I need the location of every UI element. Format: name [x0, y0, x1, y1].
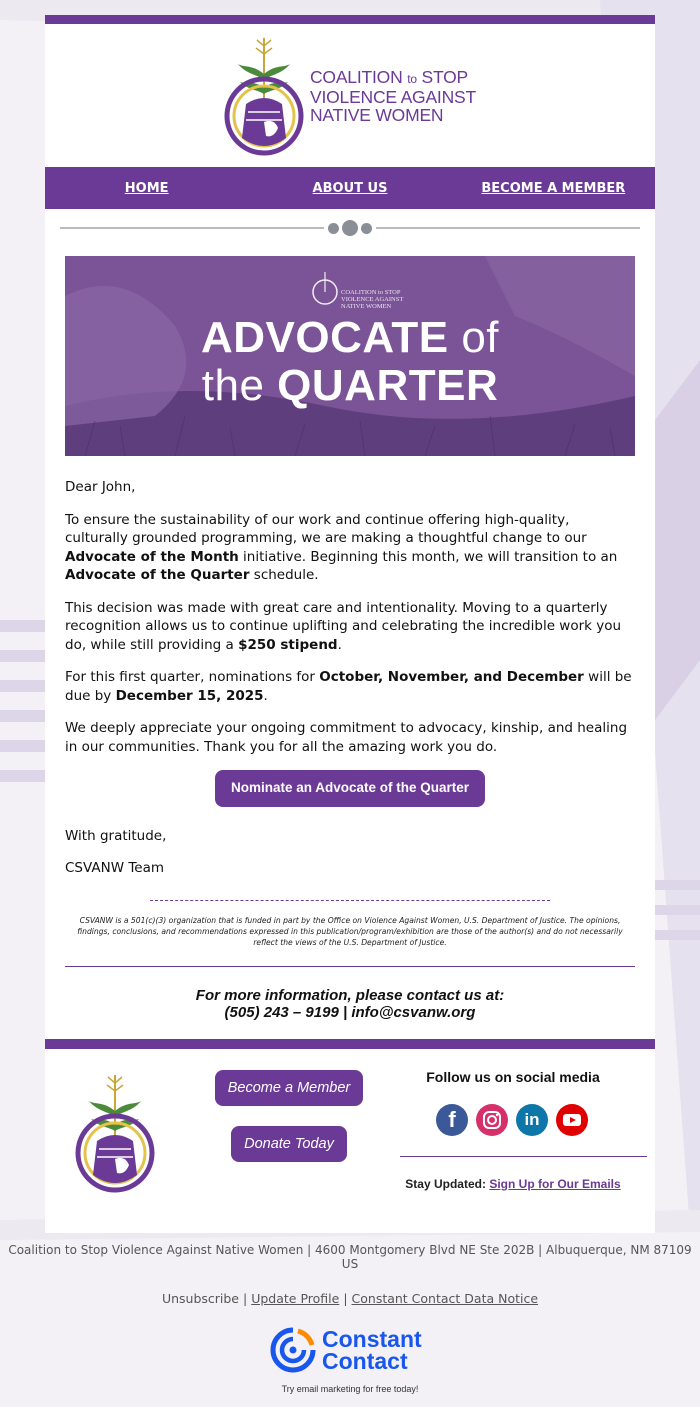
- greeting: Dear John,: [65, 479, 136, 495]
- contact-line2[interactable]: (505) 243 – 9199 | info@csvanw.org: [224, 1003, 476, 1021]
- footer-divider: [400, 1156, 647, 1157]
- become-member-button[interactable]: Become a Member: [215, 1070, 363, 1106]
- dots-divider: [45, 209, 655, 245]
- paragraph-1: To ensure the sustainability of our work and continue offering high-quality, culturally grounded programming, we are making a thoughtful change to our Advocate of the Month initiative. Beginning this month, we will transition to an Advocate of the Quarter schedule.: [65, 511, 618, 583]
- mailing-address: Coalition to Stop Violence Against Native Women | 4600 Montgomery Blvd NE Ste 202B | Albuquerque, NM 87109 US: [8, 1243, 692, 1271]
- closing: With gratitude,: [65, 827, 167, 844]
- follow-heading: Follow us on social media: [426, 1068, 600, 1085]
- footer-links: Unsubscribe | Update Profile | Constant Contact Data Notice: [161, 1291, 539, 1306]
- update-profile-link[interactable]: Update Profile: [251, 1291, 340, 1306]
- paragraph-4: We deeply appreciate your ongoing commitment to advocacy, kinship, and healing in our communities. Thank you for all the amazing work you do.: [65, 720, 628, 755]
- logo-line1-stop: STOP: [421, 66, 468, 87]
- nav-about-link[interactable]: ABOUT US: [312, 180, 388, 196]
- cc-name2: Contact: [322, 1348, 408, 1374]
- contact-line1: For more information, please contact us at:: [195, 986, 505, 1004]
- logo-line1-to: to: [407, 71, 417, 86]
- nav-bar: [45, 167, 655, 209]
- facebook-icon[interactable]: f: [436, 1104, 468, 1136]
- top-bar: [45, 15, 655, 24]
- paragraph-2: This decision was made with great care and intentionality. Moving to a quarterly recognition allows us to continue uplifting and celebrating the incredible work you do, while still providing a $250 stipend.: [65, 599, 622, 653]
- banner-logo-text: COALITION to STOP VIOLENCE AGAINST NATIVE WOMEN: [341, 289, 404, 310]
- csvanw-logo-icon: [224, 34, 304, 158]
- banner-title-line2: the QUARTER: [201, 361, 499, 410]
- nominate-button[interactable]: Nominate an Advocate of the Quarter: [215, 770, 485, 807]
- footer-logo-icon[interactable]: [75, 1071, 155, 1195]
- logo-line2: VIOLENCE AGAINST: [309, 86, 476, 107]
- solid-divider: [65, 966, 635, 967]
- data-notice-link[interactable]: Constant Contact Data Notice: [351, 1291, 539, 1306]
- constant-contact-icon: [270, 1327, 316, 1373]
- stay-updated: Stay Updated: Sign Up for Our Emails: [405, 1176, 621, 1191]
- instagram-icon[interactable]: [476, 1104, 508, 1136]
- funding-disclaimer: CSVANW is a 501(c)(3) organization that is funded in part by the Office on Violence Against Women, U.S. Department of Justice. The opinions, findings, conclusions, and recommendations expressed in this publication/program/exhibition are those of the author(s) and do not necessarily reflect the views of the U.S. Department of Justice.: [77, 915, 623, 947]
- donate-button[interactable]: Donate Today: [231, 1126, 347, 1162]
- signup-link[interactable]: Sign Up for Our Emails: [489, 1176, 621, 1191]
- email-container: [45, 15, 655, 1233]
- advocate-banner-image: [65, 256, 635, 456]
- unsubscribe-link[interactable]: Unsubscribe: [161, 1291, 240, 1306]
- cc-name1: Constant: [322, 1326, 422, 1352]
- banner-title-line1: ADVOCATE of: [200, 313, 500, 362]
- logo-wordmark: [310, 68, 476, 124]
- footer-bar: [45, 1039, 655, 1049]
- logo-line3: NATIVE WOMEN: [309, 104, 444, 125]
- cc-tagline[interactable]: Try email marketing for free today!: [281, 1384, 419, 1394]
- contact-info: [45, 987, 655, 1021]
- nav-home-link[interactable]: HOME: [124, 180, 169, 196]
- logo-line1: COALITION: [309, 66, 403, 87]
- paragraph-3: For this first quarter, nominations for October, November, and December will be due by December 15, 2025.: [65, 669, 632, 704]
- signature: CSVANW Team: [65, 860, 165, 876]
- letter-body: [45, 478, 655, 878]
- footer: [45, 1049, 655, 1215]
- header-logo[interactable]: [45, 24, 655, 167]
- youtube-icon[interactable]: [556, 1104, 588, 1136]
- linkedin-icon[interactable]: in: [516, 1104, 548, 1136]
- social-icons: [436, 1104, 588, 1136]
- dashed-divider: [150, 900, 550, 901]
- constant-contact-logo[interactable]: [270, 1327, 422, 1373]
- nav-member-link[interactable]: BECOME A MEMBER: [481, 180, 626, 196]
